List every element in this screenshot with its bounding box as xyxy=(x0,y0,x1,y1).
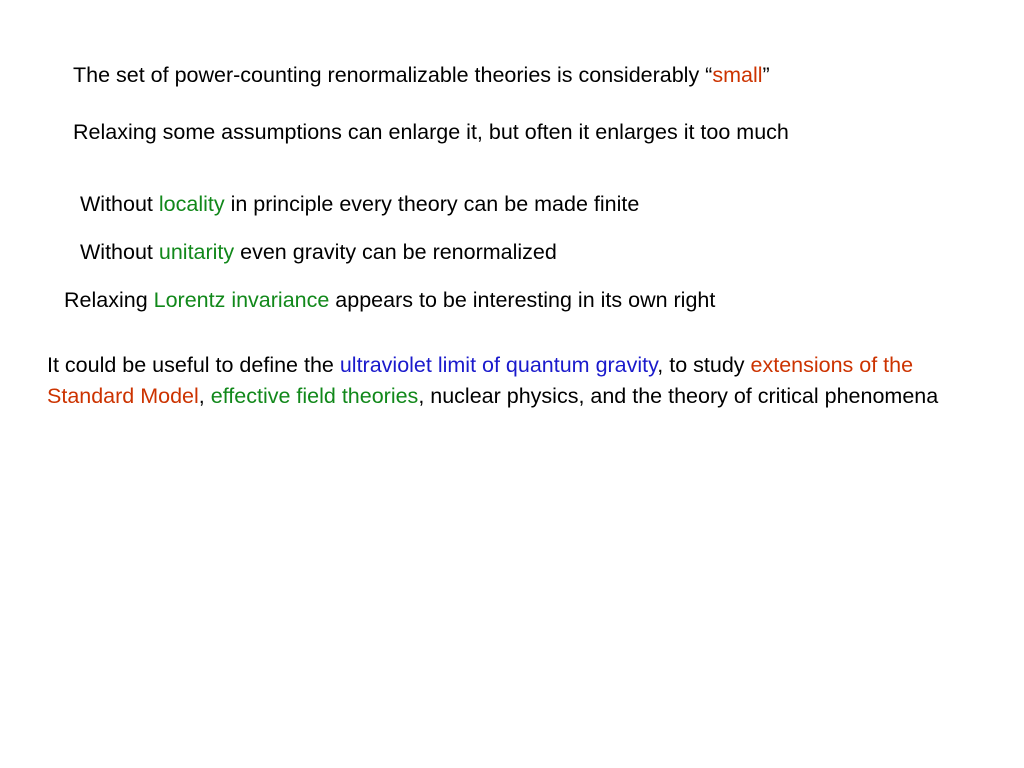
conclusion-paragraph xyxy=(47,350,967,412)
highlight-standard-model: extensions of the Standard Model xyxy=(47,353,914,408)
para-text-2: , to study xyxy=(657,353,751,377)
statement-unitarity xyxy=(80,237,557,268)
para-text-1: It could be useful to define the xyxy=(47,353,340,377)
line5-post: appears to be interesting in its own right xyxy=(329,288,716,312)
highlight-lorentz-invariance: Lorentz invariance xyxy=(153,288,330,312)
highlight-locality: locality xyxy=(158,192,225,216)
highlight-small: small xyxy=(712,63,763,87)
line3-post: in principle every theory can be made finite xyxy=(224,192,640,216)
line4-pre: Without xyxy=(80,240,159,264)
statement-relaxing-assumptions xyxy=(73,117,789,148)
line1-post: ” xyxy=(762,63,770,87)
line1-pre: The set of power-counting renormalizable theories is considerably “ xyxy=(73,63,713,87)
para-text-4: , nuclear physics, and the theory of critical phenomena xyxy=(418,384,939,408)
line3-pre: Without xyxy=(80,192,159,216)
para-text-3: , xyxy=(198,384,211,408)
statement-locality xyxy=(80,189,639,220)
highlight-effective-field-theories: effective field theories xyxy=(210,384,419,408)
line4-post: even gravity can be renormalized xyxy=(234,240,557,264)
line5-pre: Relaxing xyxy=(64,288,154,312)
line2-text: Relaxing some assumptions can enlarge it, but often it enlarges it too much xyxy=(73,120,789,144)
highlight-ultraviolet-limit: ultraviolet limit of quantum gravity xyxy=(339,353,658,377)
highlight-unitarity: unitarity xyxy=(158,240,235,264)
statement-small-theories xyxy=(73,60,770,91)
statement-lorentz-invariance xyxy=(64,285,715,316)
